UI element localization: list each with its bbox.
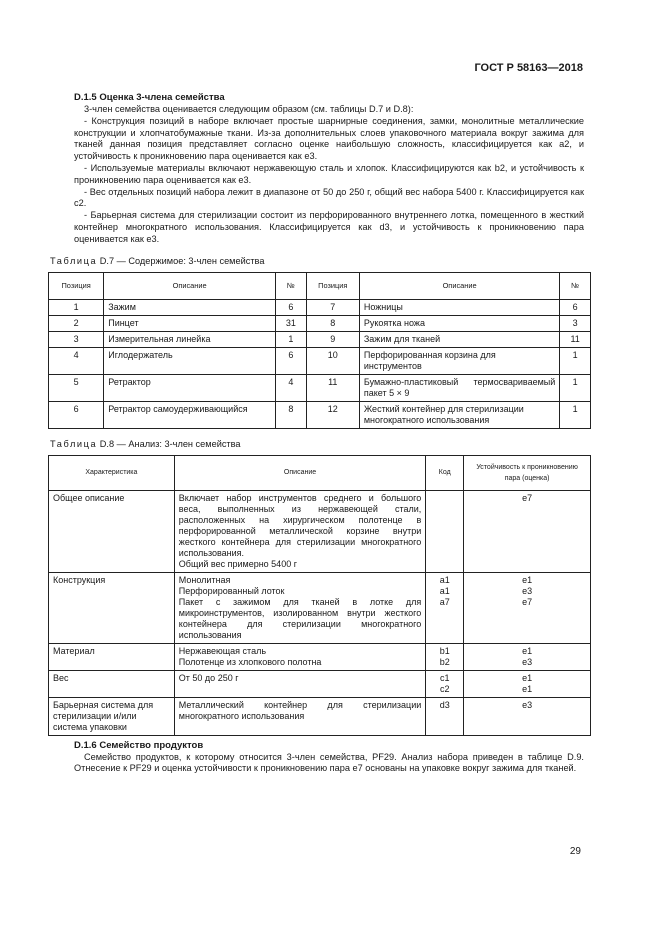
table-cell: Ретрактор самоудерживающийся: [104, 401, 276, 428]
table-row: [49, 490, 591, 572]
table-cell: [464, 643, 591, 670]
table-cell: [464, 572, 591, 643]
table-d7-header: Позиция: [49, 272, 104, 299]
table-cell: [174, 490, 425, 572]
cell-line: a1: [439, 574, 450, 585]
table-cell: 1: [560, 374, 591, 401]
section-d15-intro: 3-член семейства оценивается следующим образом (см. таблицы D.7 и D.8):: [84, 104, 414, 114]
table-cell: 5: [49, 374, 104, 401]
cell-line: e3: [522, 656, 533, 667]
table-cell: 6: [49, 401, 104, 428]
cell-line: Нержавеющая сталь: [178, 645, 267, 656]
table-cell: 31: [276, 315, 307, 331]
table-cell: Конструкция: [49, 572, 175, 643]
page-number: 29: [569, 846, 581, 857]
cell-line: Включает набор инструментов среднего и большого веса, выполненных из нержавеющей стали, расположенных на хирургическом полотенце в перфорированной металлической корзине внутри жесткого контейнера для стерилизации многократного использования.: [178, 492, 422, 558]
section-d15-title: D.1.5 Оценка 3-члена семейства: [74, 92, 225, 103]
table-row: [49, 299, 591, 315]
table-cell: 6: [276, 347, 307, 374]
table-row: [49, 572, 591, 643]
table-cell: 1: [49, 299, 104, 315]
table-d8-header: Код: [426, 455, 464, 490]
table-cell: 2: [49, 315, 104, 331]
section-d15-p3: - Вес отдельных позиций набора лежит в диапазоне от 50 до 250 г, общий вес набора 5400 г. Классифицируется как c2.: [74, 186, 584, 209]
cell-line: e7: [522, 596, 533, 607]
table-row: [49, 670, 591, 697]
table-d8-caption-text: D.8 — Анализ: 3-член семейства: [99, 438, 241, 449]
cell-line: e1: [522, 683, 533, 694]
cell-line: Монолитная: [178, 574, 231, 585]
section-d16-p1: Семейство продуктов, к которому относится 3-член семейства, PF29. Анализ набора приведен в таблице D.9. Отнесение к PF29 и оценка устойчивости к проникновению пара e7 основаны на упаковке вокруг зажима для тканей.: [74, 751, 584, 774]
cell-line: a1: [439, 585, 450, 596]
table-cell: [426, 572, 464, 643]
table-cell: Иглодержатель: [104, 347, 276, 374]
table-cell: 6: [276, 299, 307, 315]
cell-line: b2: [439, 656, 450, 667]
table-d8-header: Характеристика: [49, 455, 175, 490]
table-cell: Барьерная система для стерилизации и/или система упаковки: [49, 697, 175, 735]
table-cell: 3: [560, 315, 591, 331]
section-d15-p1: - Конструкция позиций в наборе включает простые шарнирные соединения, замки, монолитные металлические конструкции и хлопчатобумажные ткани. Из-за дополнительных слоев упаковочного материала вокруг зажима для тканей данная позиция представляет согласно оценке наибольшую сложность, классифицируется как a2, и устойчивость к проникновению пара оценивается как e3.: [74, 115, 584, 162]
table-d7-header: №: [560, 272, 591, 299]
cell-line: Пакет с зажимом для тканей в лотке для микроинструментов, изолированном внутри жесткого контейнера для стерилизации многократного использования: [178, 596, 422, 640]
section-d15-p4: - Барьерная система для стерилизации состоит из перфорированного внутреннего лотка, помещенного в жесткий контейнер многократного использования. Классифицируется как d3, и устойчивость к проникновению пара оценивается как e3.: [74, 210, 584, 244]
table-cell: Общее описание: [49, 490, 175, 572]
table-cell: Измерительная линейка: [104, 331, 276, 347]
table-d8-caption-prefix: Таблица: [50, 438, 98, 449]
section-d15-p2: - Используемые материалы включают нержавеющую сталь и хлопок. Классифицируются как b2, и устойчивость к проникновению пара оценивается как e3.: [74, 162, 584, 185]
table-cell: [174, 643, 425, 670]
table-row: [49, 374, 591, 401]
table-cell: Пинцет: [104, 315, 276, 331]
table-cell: [426, 643, 464, 670]
table-row: [49, 643, 591, 670]
table-d7-header-row: [49, 272, 591, 299]
table-d8-header-row: [49, 455, 591, 490]
table-cell: 11: [306, 374, 359, 401]
table-d7-caption-prefix: Таблица: [50, 255, 98, 266]
cell-line: Перфорированный лоток: [178, 585, 285, 596]
cell-line: e1: [522, 645, 533, 656]
table-cell: 10: [306, 347, 359, 374]
table-d8-header: Описание: [174, 455, 425, 490]
table-cell: 4: [49, 347, 104, 374]
table-cell: Металлический контейнер для стерилизации многократного использования: [174, 697, 425, 735]
table-cell: e7: [464, 490, 591, 572]
table-cell: 1: [560, 401, 591, 428]
table-d7-caption-text: D.7 — Содержимое: 3-член семейства: [99, 255, 265, 266]
table-cell: Ретрактор: [104, 374, 276, 401]
table-cell: [174, 572, 425, 643]
cell-line: e3: [522, 585, 533, 596]
table-row: [49, 315, 591, 331]
table-cell: d3: [426, 697, 464, 735]
table-row: [49, 697, 591, 735]
cell-line: e1: [522, 574, 533, 585]
table-row: [49, 331, 591, 347]
standard-code: ГОСТ Р 58163—2018: [474, 62, 583, 74]
table-d7-caption: [50, 256, 584, 266]
table-cell: 1: [276, 331, 307, 347]
table-cell: 12: [306, 401, 359, 428]
table-d7-header: №: [276, 272, 307, 299]
section-d16-title: D.1.6 Семейство продуктов: [74, 739, 204, 751]
table-cell: Бумажно-пластиковый термосвариваемый пакет 5 × 9: [359, 374, 559, 401]
table-d7-header: Описание: [104, 272, 276, 299]
cell-line: Полотенце из хлопкового полотна: [178, 656, 322, 667]
table-cell: 8: [306, 315, 359, 331]
table-cell: 11: [560, 331, 591, 347]
table-cell: 8: [276, 401, 307, 428]
cell-line: c2: [439, 683, 450, 694]
table-d8: [48, 455, 591, 736]
table-cell: [426, 490, 464, 572]
table-cell: Зажим: [104, 299, 276, 315]
table-cell: [464, 670, 591, 697]
table-d7-header: Позиция: [306, 272, 359, 299]
table-cell: 6: [560, 299, 591, 315]
table-d8-header: Устойчивость к проникновению пара (оценка): [464, 455, 591, 490]
table-cell: Рукоятка ножа: [359, 315, 559, 331]
table-cell: 1: [560, 347, 591, 374]
table-cell: Вес: [49, 670, 175, 697]
cell-line: a7: [439, 596, 450, 607]
cell-line: Общий вес примерно 5400 г: [178, 558, 297, 569]
table-cell: От 50 до 250 г: [174, 670, 425, 697]
table-d8-caption: [50, 439, 584, 449]
table-cell: Жесткий контейнер для стерилизации многократного использования: [359, 401, 559, 428]
table-cell: 3: [49, 331, 104, 347]
table-cell: Материал: [49, 643, 175, 670]
table-d7-header: Описание: [359, 272, 559, 299]
table-cell: Зажим для тканей: [359, 331, 559, 347]
table-cell: e3: [464, 697, 591, 735]
cell-line: e1: [522, 672, 533, 683]
cell-line: b1: [439, 645, 450, 656]
cell-line: c1: [439, 672, 450, 683]
table-cell: Перфорированная корзина для инструментов: [359, 347, 559, 374]
table-cell: Ножницы: [359, 299, 559, 315]
table-d7: [48, 272, 591, 429]
table-cell: [426, 670, 464, 697]
table-cell: 7: [306, 299, 359, 315]
table-row: [49, 347, 591, 374]
page-content: [50, 92, 584, 775]
table-cell: 9: [306, 331, 359, 347]
table-cell: 4: [276, 374, 307, 401]
table-row: [49, 401, 591, 428]
